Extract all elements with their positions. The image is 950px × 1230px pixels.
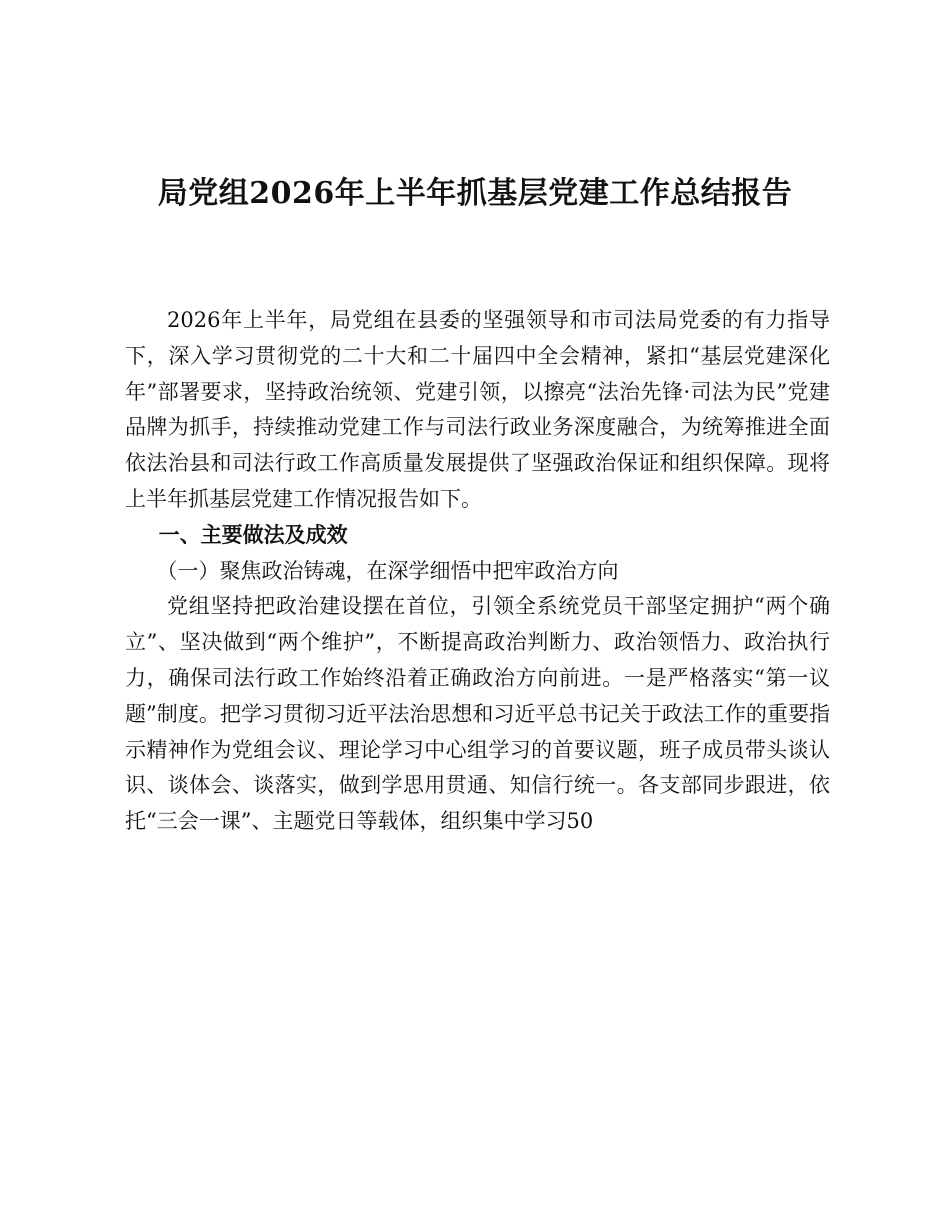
subsection-paragraph: 党组坚持把政治建设摆在首位，引领全系统党员干部坚定拥护“两个确立”、坚决做到“两个维护”，不断提高政治判断力、政治领悟力、政治执行力，确保司法行政工作始终沿着正确政治方向前进。一是严格落实“第一议题”制度。把学习贯彻习近平法治思想和习近平总书记关于政法工作的重要指示精神作为党组会议、理论学习中心组学习的首要议题，班子成员带头谈认识、谈体会、谈落实，做到学思用贯通、知信行统一。各支部同步跟进，依托“三会一课”、主题党日等载体，组织集中学习50 <box>125 594 830 834</box>
document-body <box>125 303 830 840</box>
section-heading: 一、主要做法及成效 <box>158 522 348 547</box>
document-title: 局党组2026年上半年抓基层党建工作总结报告 <box>157 176 793 211</box>
intro-paragraph: 2026年上半年，局党组在县委的坚强领导和市司法局党委的有力指导下，深入学习贯彻党的二十大和二十届四中全会精神，紧扣“基层党建深化年”部署要求，坚持政治统领、党建引领，以擦亮“法治先锋·司法为民”党建品牌为抓手，持续推动党建工作与司法行政业务深度融合，为统筹推进全面依法治县和司法行政工作高质量发展提供了坚强政治保证和组织保障。现将上半年抓基层党建工作情况报告如下。 <box>125 308 830 511</box>
subsection-heading: （一）聚焦政治铸魂，在深学细悟中把牢政治方向 <box>156 558 619 583</box>
